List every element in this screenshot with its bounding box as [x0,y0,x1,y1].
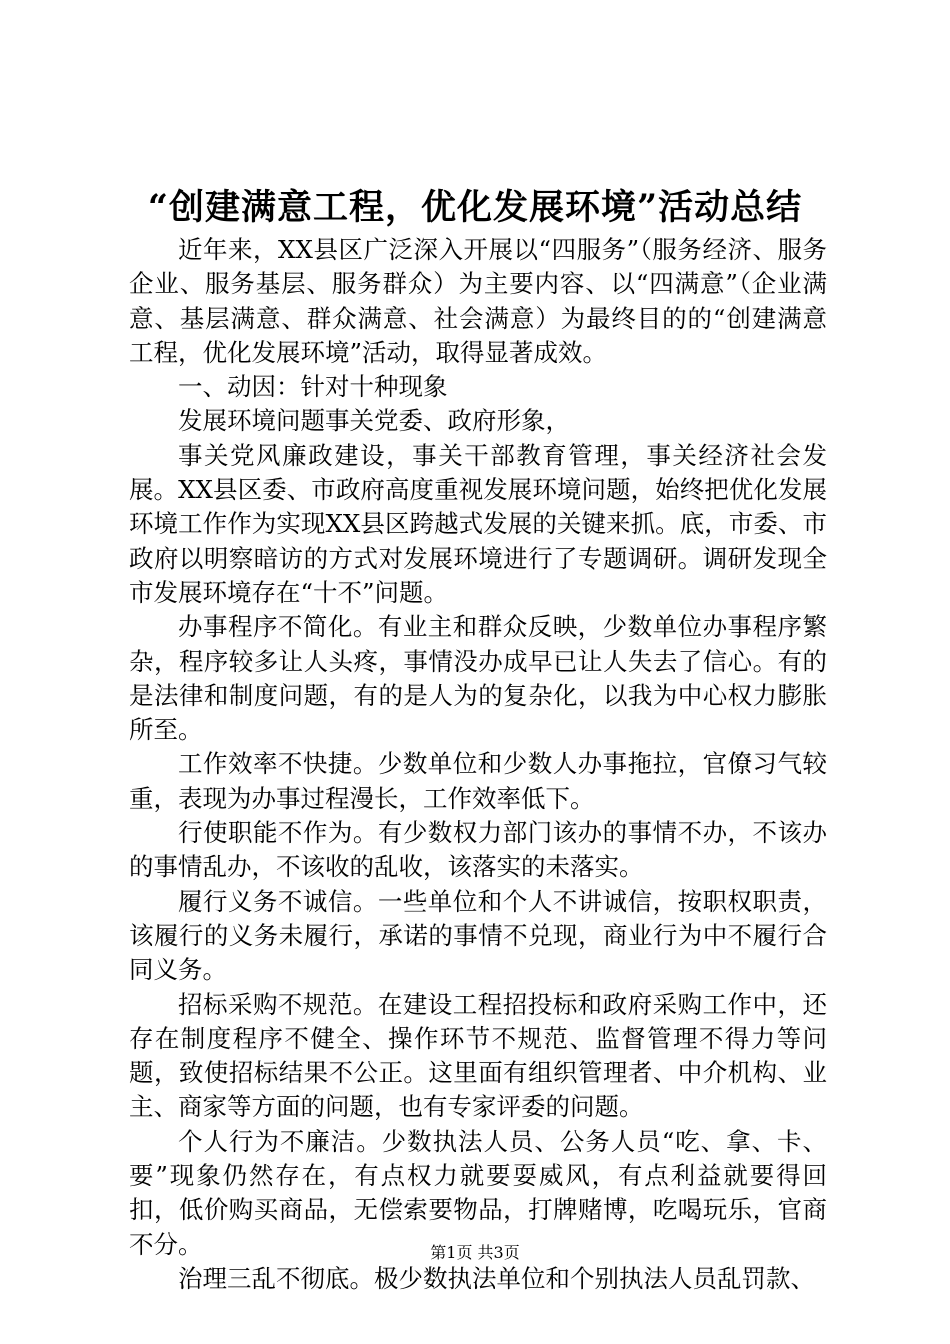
paragraph: 履行义务不诚信。一些单位和个人不讲诚信，按职权职责，该履行的义务未履行，承诺的事情不兑现，商业行为中不履行合同义务。 [129,886,827,985]
paragraph: 个人行为不廉洁。少数执法人员、公务人员“吃、拿、卡、要”现象仍然存在，有点权力就要耍威风，有点利益就要得回扣，低价购买商品，无偿索要物品，打牌赌博，吃喝玩乐，官商不分。 [129,1126,827,1259]
paragraph: 工作效率不快捷。少数单位和少数人办事拖拉，官僚习气较重，表现为办事过程漫长，工作效率低下。 [129,749,827,813]
section-heading: 一、动因：针对十种现象 [178,372,448,402]
document-body [129,233,827,1296]
paragraph: 治理三乱不彻底。极少数执法单位和个别执法人员乱罚款、 [178,1263,815,1293]
paragraph: 招标采购不规范。在建设工程招投标和政府采购工作中，还存在制度程序不健全、操作环节不规范、监督管理不得力等问题，致使招标结果不公正。这里面有组织管理者、中介机构、业主、商家等方面的问题，也有专家评委的问题。 [129,989,827,1122]
paragraph: 办事程序不简化。有业主和群众反映，少数单位办事程序繁杂，程序较多让人头疼，事情没办成早已让人失去了信心。有的是法律和制度问题，有的是人为的复杂化，以我为中心权力膨胀所至。 [129,612,827,745]
document-title: “创建满意工程，优化发展环境”活动总结 [147,187,803,228]
page-footer: 第1页 共3页 [430,1243,520,1262]
paragraph-intro: 近年来，XX县区广泛深入开展以“四服务”（服务经济、服务企业、服务基层、服务群众）为主要内容、以“四满意”（企业满意、基层满意、群众满意、社会满意）为最终目的的“创建满意工程，优化发展环境”活动，取得显著成效。 [129,235,827,367]
paragraph: 事关党风廉政建设，事关干部教育管理，事关经济社会发展。XX县区委、市政府高度重视发展环境问题，始终把优化发展环境工作作为实现XX县区跨越式发展的关键来抓。底，市委、市政府以明察暗访的方式对发展环境进行了专题调研。调研发现全市发展环境存在“十不”问题。 [129,440,827,607]
paragraph: 行使职能不作为。有少数权力部门该办的事情不办，不该办的事情乱办，不该收的乱收，该落实的未落实。 [129,818,827,882]
paragraph: 发展环境问题事关党委、政府形象， [178,406,570,436]
